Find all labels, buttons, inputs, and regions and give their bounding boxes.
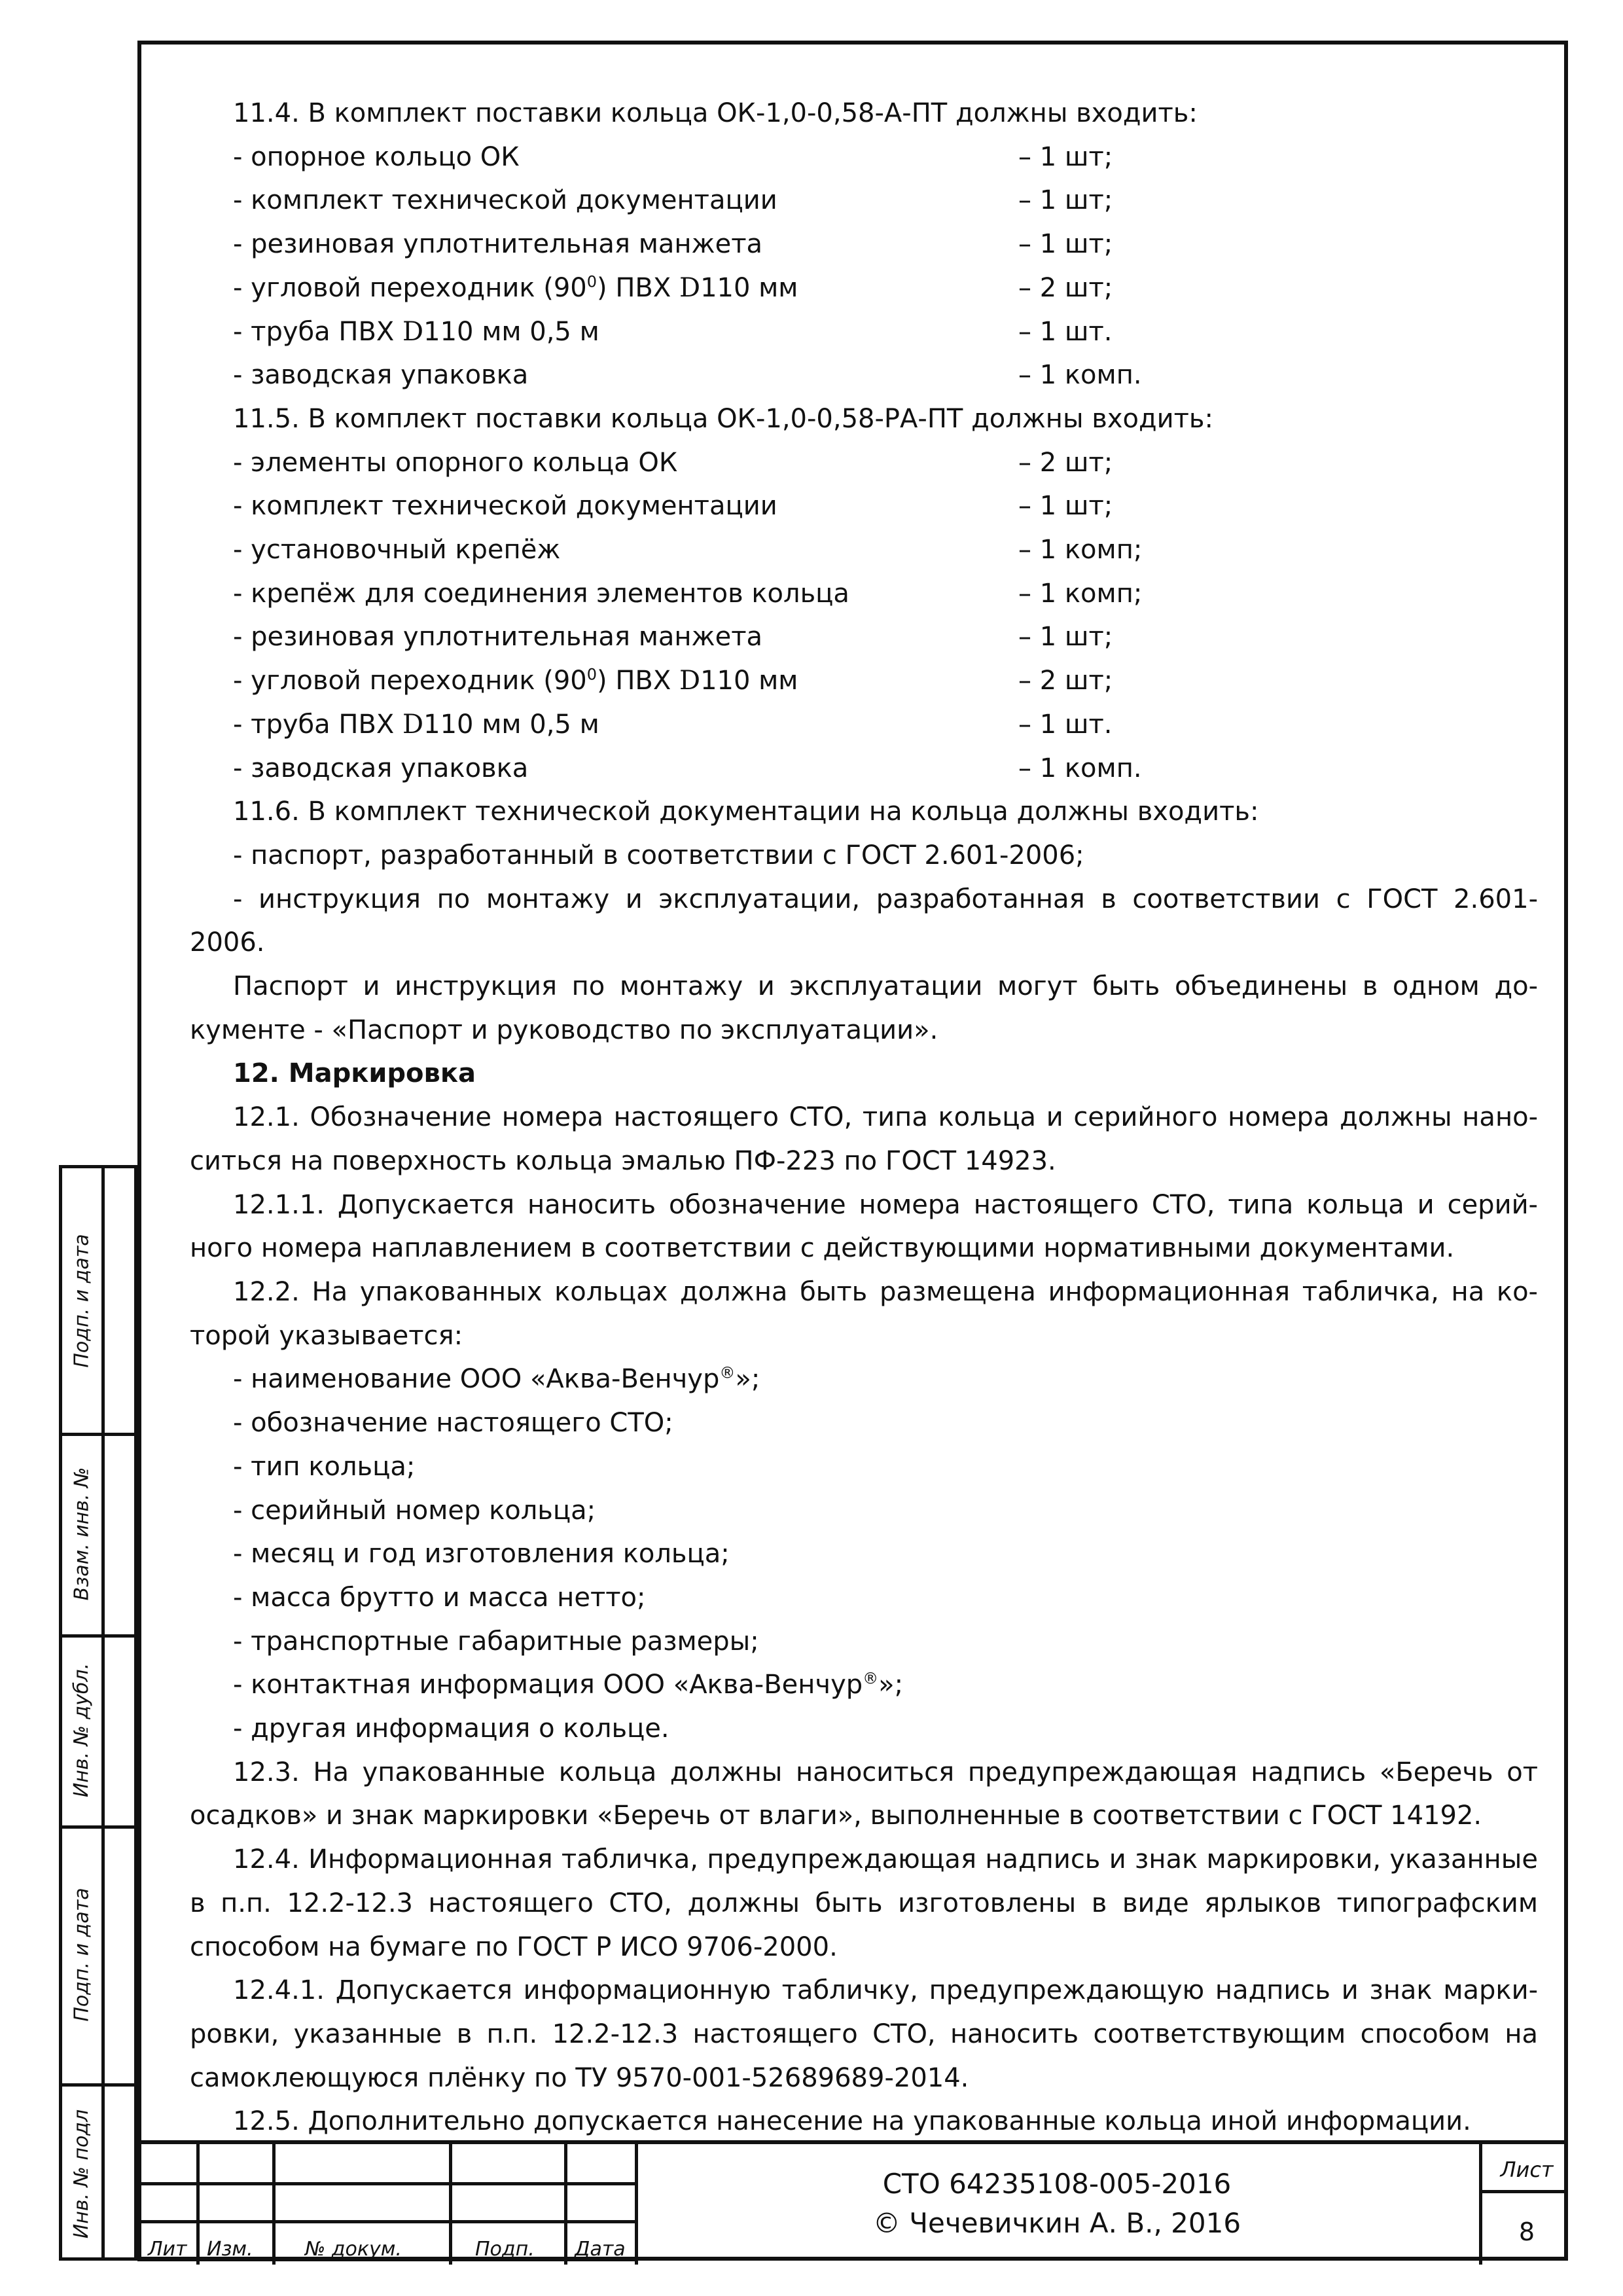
list-item: - крепёж для соединения элементов кольца – 1 комп;: [233, 578, 1143, 609]
copyright: © Чечевичкин А. В., 2016: [872, 2207, 1241, 2239]
sheet-label: Лист: [1500, 2157, 1554, 2182]
clause-11-5: 11.5. В комплект поставки кольца ОК-1,0-0,58-РА-ПТ должны входить:: [233, 403, 1213, 434]
list-item: - тип кольца;: [233, 1451, 416, 1482]
list-item: - угловой переходник $(90^0)$ ПВХ D110 мм – 2 шт;: [233, 272, 1113, 303]
clause-11-4: 11.4. В комплект поставки кольца ОК-1,0-0,58-А-ПТ должны входить:: [233, 98, 1198, 128]
tb-divider: [196, 2144, 200, 2265]
title-block: [137, 2140, 1568, 2265]
tb-divider: [564, 2144, 567, 2265]
list-item: - комплект технической документации – 1 шт;: [233, 185, 1113, 216]
list-item: - наименование ООО «Аква-Венчур®»;: [233, 1364, 760, 1395]
document-body: [190, 92, 1538, 2144]
side-stamp: [59, 1165, 137, 2261]
tb-row-line: [137, 2220, 635, 2223]
list-item: - обозначение настоящего СТО;: [233, 1408, 673, 1439]
clause-11-6-item: - паспорт, разработанный в соответствии с ГОСТ 2.601-2006;: [233, 840, 1084, 870]
list-item: - месяц и год изготовления кольца;: [233, 1539, 730, 1570]
clause-12-4-cont: способом на бумаге по ГОСТ Р ИСО 9706-2000.: [190, 1931, 838, 1962]
list-item: - резиновая уплотнительная манжета – 1 шт;: [233, 229, 1113, 260]
document-code: СТО 64235108-005-2016: [882, 2168, 1232, 2200]
clause-11-6: 11.6. В комплект технической документации на кольца должны входить:: [233, 797, 1259, 827]
clause-12-1-1: 12.1.1. Допускается наносить обозначение номера настоящего СТО, типа кольца и серий-: [233, 1189, 1538, 1220]
tb-divider: [1479, 2144, 1482, 2265]
sign-date-cell: Подп. и дата: [70, 1233, 94, 1368]
clause-11-6-item: - инструкция по монтажу и эксплуатации, разработанная в соответствии с ГОСТ 2.601-: [233, 884, 1538, 914]
clause-12-4: 12.4. Информационная табличка, предупреждающая надпись и знак маркировки, указанные: [233, 1844, 1538, 1875]
clause-12-1-1-cont: ного номера наплавлением в соответствии с действующими нормативными документами.: [190, 1233, 1455, 1264]
paragraph: Паспорт и инструкция по монтажу и эксплуатации могут быть объединены в одном до-: [233, 971, 1538, 1002]
list-item: - заводская упаковка – 1 комп.: [233, 360, 1142, 391]
clause-12-3-cont: осадков» и знак маркировки «Беречь от влаги», выполненные в соответствии с ГОСТ 14192.: [190, 1801, 1482, 1831]
section-heading: 12. Маркировка: [233, 1058, 476, 1089]
tb-cap-podp: Подп.: [475, 2238, 535, 2261]
clause-12-5: 12.5. Дополнительно допускается нанесение на упакованные кольца иной информации.: [233, 2106, 1471, 2137]
list-item: - заводская упаковка – 1 комп.: [233, 753, 1142, 783]
list-item: - элементы опорного кольца ОК – 2 шт;: [233, 447, 1113, 478]
clause-12-1: 12.1. Обозначение номера настоящего СТО, типа кольца и серийного номера должны нано-: [233, 1102, 1538, 1133]
list-item: - другая информация о кольце.: [233, 1713, 669, 1744]
list-item: - установочный крепёж – 1 комп;: [233, 535, 1143, 565]
sheet-number: 8: [1518, 2217, 1535, 2246]
tb-cap-doc-no: № докум.: [305, 2238, 402, 2261]
tb-divider: [635, 2144, 638, 2265]
list-item: - комплект технической документации – 1 шт;: [233, 491, 1113, 522]
list-item: - контактная информация ООО «Аква-Венчур®»;: [233, 1669, 904, 1700]
sign-date-cell: Подп. и дата: [70, 1887, 94, 2022]
clause-12-4-1-cont: ровки, указанные в п.п. 12.2-12.3 настоящего СТО, наносить соответствующим способом на: [190, 2018, 1538, 2049]
list-item: - масса брутто и масса нетто;: [233, 1582, 646, 1613]
inv-dup-cell: Инв. № дубл.: [70, 1662, 94, 1797]
list-item: - опорное кольцо ОК – 1 шт;: [233, 141, 1113, 172]
list-item: - угловой переходник $(90^0)$ ПВХ D110 мм – 2 шт;: [233, 665, 1113, 696]
inv-orig-cell: Инв. № подл: [70, 2109, 94, 2238]
side-stamp-divider: [101, 1168, 105, 2257]
clause-11-6-item-cont: 2006.: [190, 927, 265, 958]
tb-divider: [449, 2144, 452, 2265]
list-item: - транспортные габаритные размеры;: [233, 1626, 759, 1657]
tb-cap-data: Дата: [575, 2238, 626, 2261]
clause-12-3: 12.3. На упакованные кольца должны наноситься предупреждающая надпись «Беречь от: [233, 1757, 1538, 1787]
clause-12-2-cont: торой указывается:: [190, 1320, 463, 1351]
tb-cap-lit: Лит: [148, 2238, 187, 2261]
list-item: - серийный номер кольца;: [233, 1495, 596, 1526]
replace-inv-cell: Взам. инв. №: [70, 1467, 94, 1600]
list-item: - труба ПВХ D110 мм 0,5 м – 1 шт.: [233, 709, 1113, 740]
clause-12-4-cont: в п.п. 12.2-12.3 настоящего СТО, должны быть изготовлены в виде ярлыков типографским: [190, 1888, 1538, 1918]
tb-divider: [272, 2144, 276, 2265]
paragraph-cont: кументе - «Паспорт и руководство по эксплуатации».: [190, 1014, 938, 1045]
clause-12-4-1-cont: самоклеющуюся плёнку по ТУ 9570-001-52689689-2014.: [190, 2062, 969, 2093]
list-item: - резиновая уплотнительная манжета – 1 шт;: [233, 622, 1113, 653]
tb-cap-izm: Изм.: [207, 2238, 253, 2261]
tb-row-line: [137, 2182, 635, 2185]
tb-row-line: [1479, 2190, 1568, 2193]
clause-12-4-1: 12.4.1. Допускается информационную табличку, предупреждающую надпись и знак марки-: [233, 1975, 1538, 2006]
clause-12-1-cont: ситься на поверхность кольца эмалью ПФ-223 по ГОСТ 14923.: [190, 1145, 1056, 1176]
list-item: - труба ПВХ D110 мм 0,5 м – 1 шт.: [233, 316, 1113, 347]
clause-12-2: 12.2. На упакованных кольцах должна быть размещена информационная табличка, на ко-: [233, 1276, 1538, 1307]
